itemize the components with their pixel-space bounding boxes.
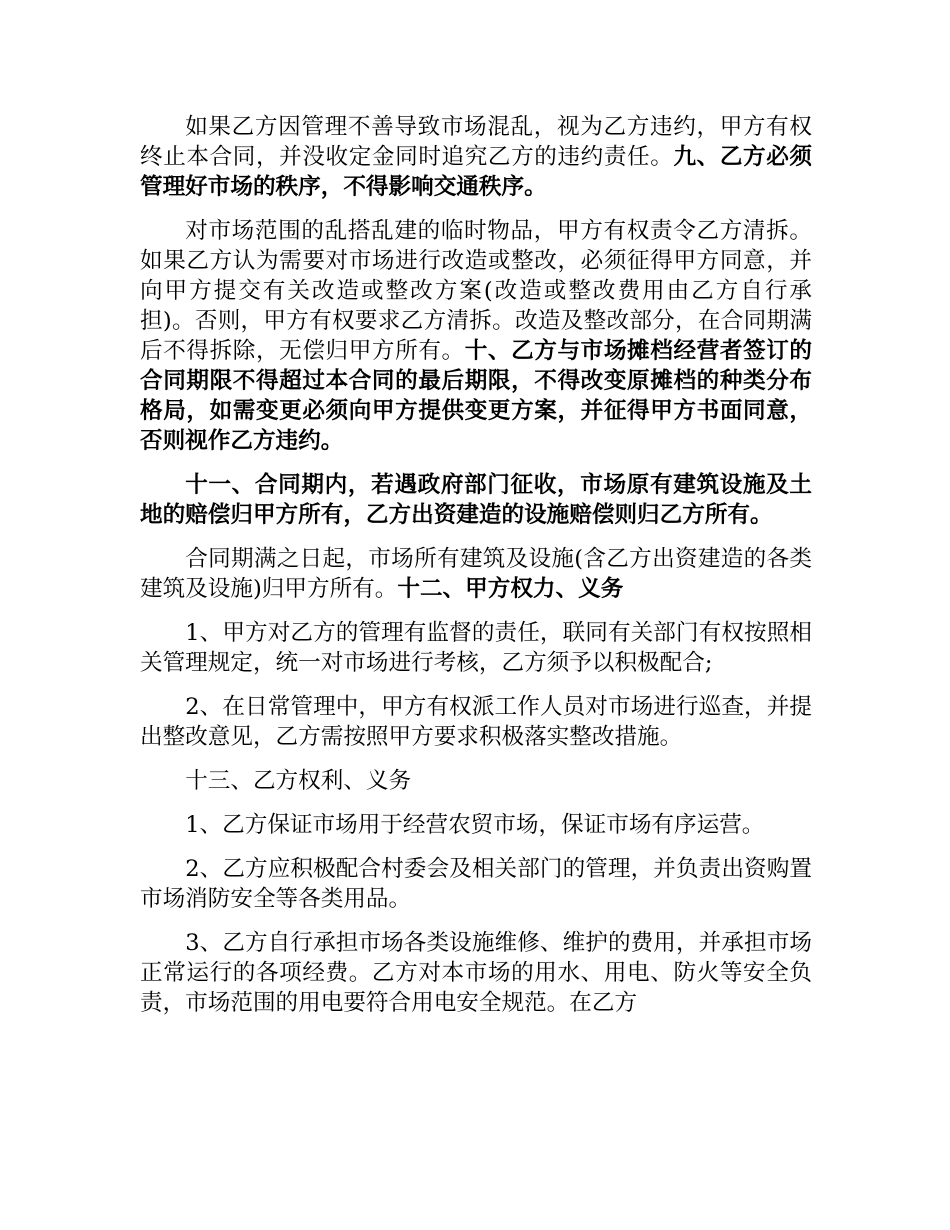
paragraph-6-text: 2、在日常管理中，甲方有权派工作人员对市场进行巡查，并提出整改意见，乙方需按照甲方要求积极落实整改措施。 [140, 694, 812, 750]
paragraph-4-text: 合同期满之日起，市场所有建筑及设施(含乙方出资建造的各类建筑及设施)归甲方所有。 [140, 546, 812, 602]
clause-11-heading: 十一、合同期内，若遇政府部门征收，市场原有建筑设施及土地的赔偿归甲方所有，乙方出资建造的设施赔偿则归乙方所有。 [140, 472, 812, 528]
contract-page [140, 112, 812, 1032]
paragraph-8-text: 1、乙方保证市场用于经营农贸市场，保证市场有序运营。 [185, 812, 765, 838]
paragraph-1-text: 如果乙方因管理不善导致市场混乱，视为乙方违约，甲方有权终止本合同，并没收定金同时追究乙方的违约责任。 [140, 114, 812, 170]
paragraph-10-text: 3、乙方自行承担市场各类设施维修、维护的费用，并承担市场正常运行的各项经费。乙方对本市场的用水、用电、防火等安全负责，市场范围的用电要符合用电安全规范。在乙方 [140, 930, 812, 1016]
paragraph-1 [140, 112, 812, 202]
paragraph-7 [140, 766, 812, 796]
paragraph-5 [140, 618, 812, 678]
clause-10-heading: 十、乙方与市场摊档经营者签订的合同期限不得超过本合同的最后期限，不得改变原摊档的种类分布格局，如需变更必须向甲方提供变更方案，并征得甲方书面同意，否则视作乙方违约。 [140, 338, 812, 454]
paragraph-5-text: 1、甲方对乙方的管理有监督的责任，联同有关部门有权按照相关管理规定，统一对市场进行考核，乙方须予以积极配合; [140, 620, 812, 676]
clause-13-heading: 十三、乙方权利、义务 [185, 768, 412, 794]
paragraph-3 [140, 470, 812, 530]
paragraph-8 [140, 810, 812, 840]
paragraph-10 [140, 928, 812, 1018]
clause-12-heading: 十二、甲方权力、义务 [397, 576, 624, 602]
clause-9-heading: 九、乙方必须管理好市场的秩序，不得影响交通秩序。 [140, 144, 813, 200]
paragraph-6 [140, 692, 812, 752]
paragraph-9-text: 2、乙方应积极配合村委会及相关部门的管理，并负责出资购置市场消防安全等各类用品。 [140, 856, 812, 912]
paragraph-9 [140, 854, 812, 914]
paragraph-4 [140, 544, 812, 604]
paragraph-2 [140, 216, 812, 456]
paragraph-2-text: 对市场范围的乱搭乱建的临时物品，甲方有权责令乙方清拆。如果乙方认为需要对市场进行改造或整改，必须征得甲方同意，并向甲方提交有关改造或整改方案(改造或整改费用由乙方自行承担)。否则，甲方有权要求乙方清拆。改造及整改部分，在合同期满后不得拆除，无偿归甲方所有。 [140, 218, 812, 364]
